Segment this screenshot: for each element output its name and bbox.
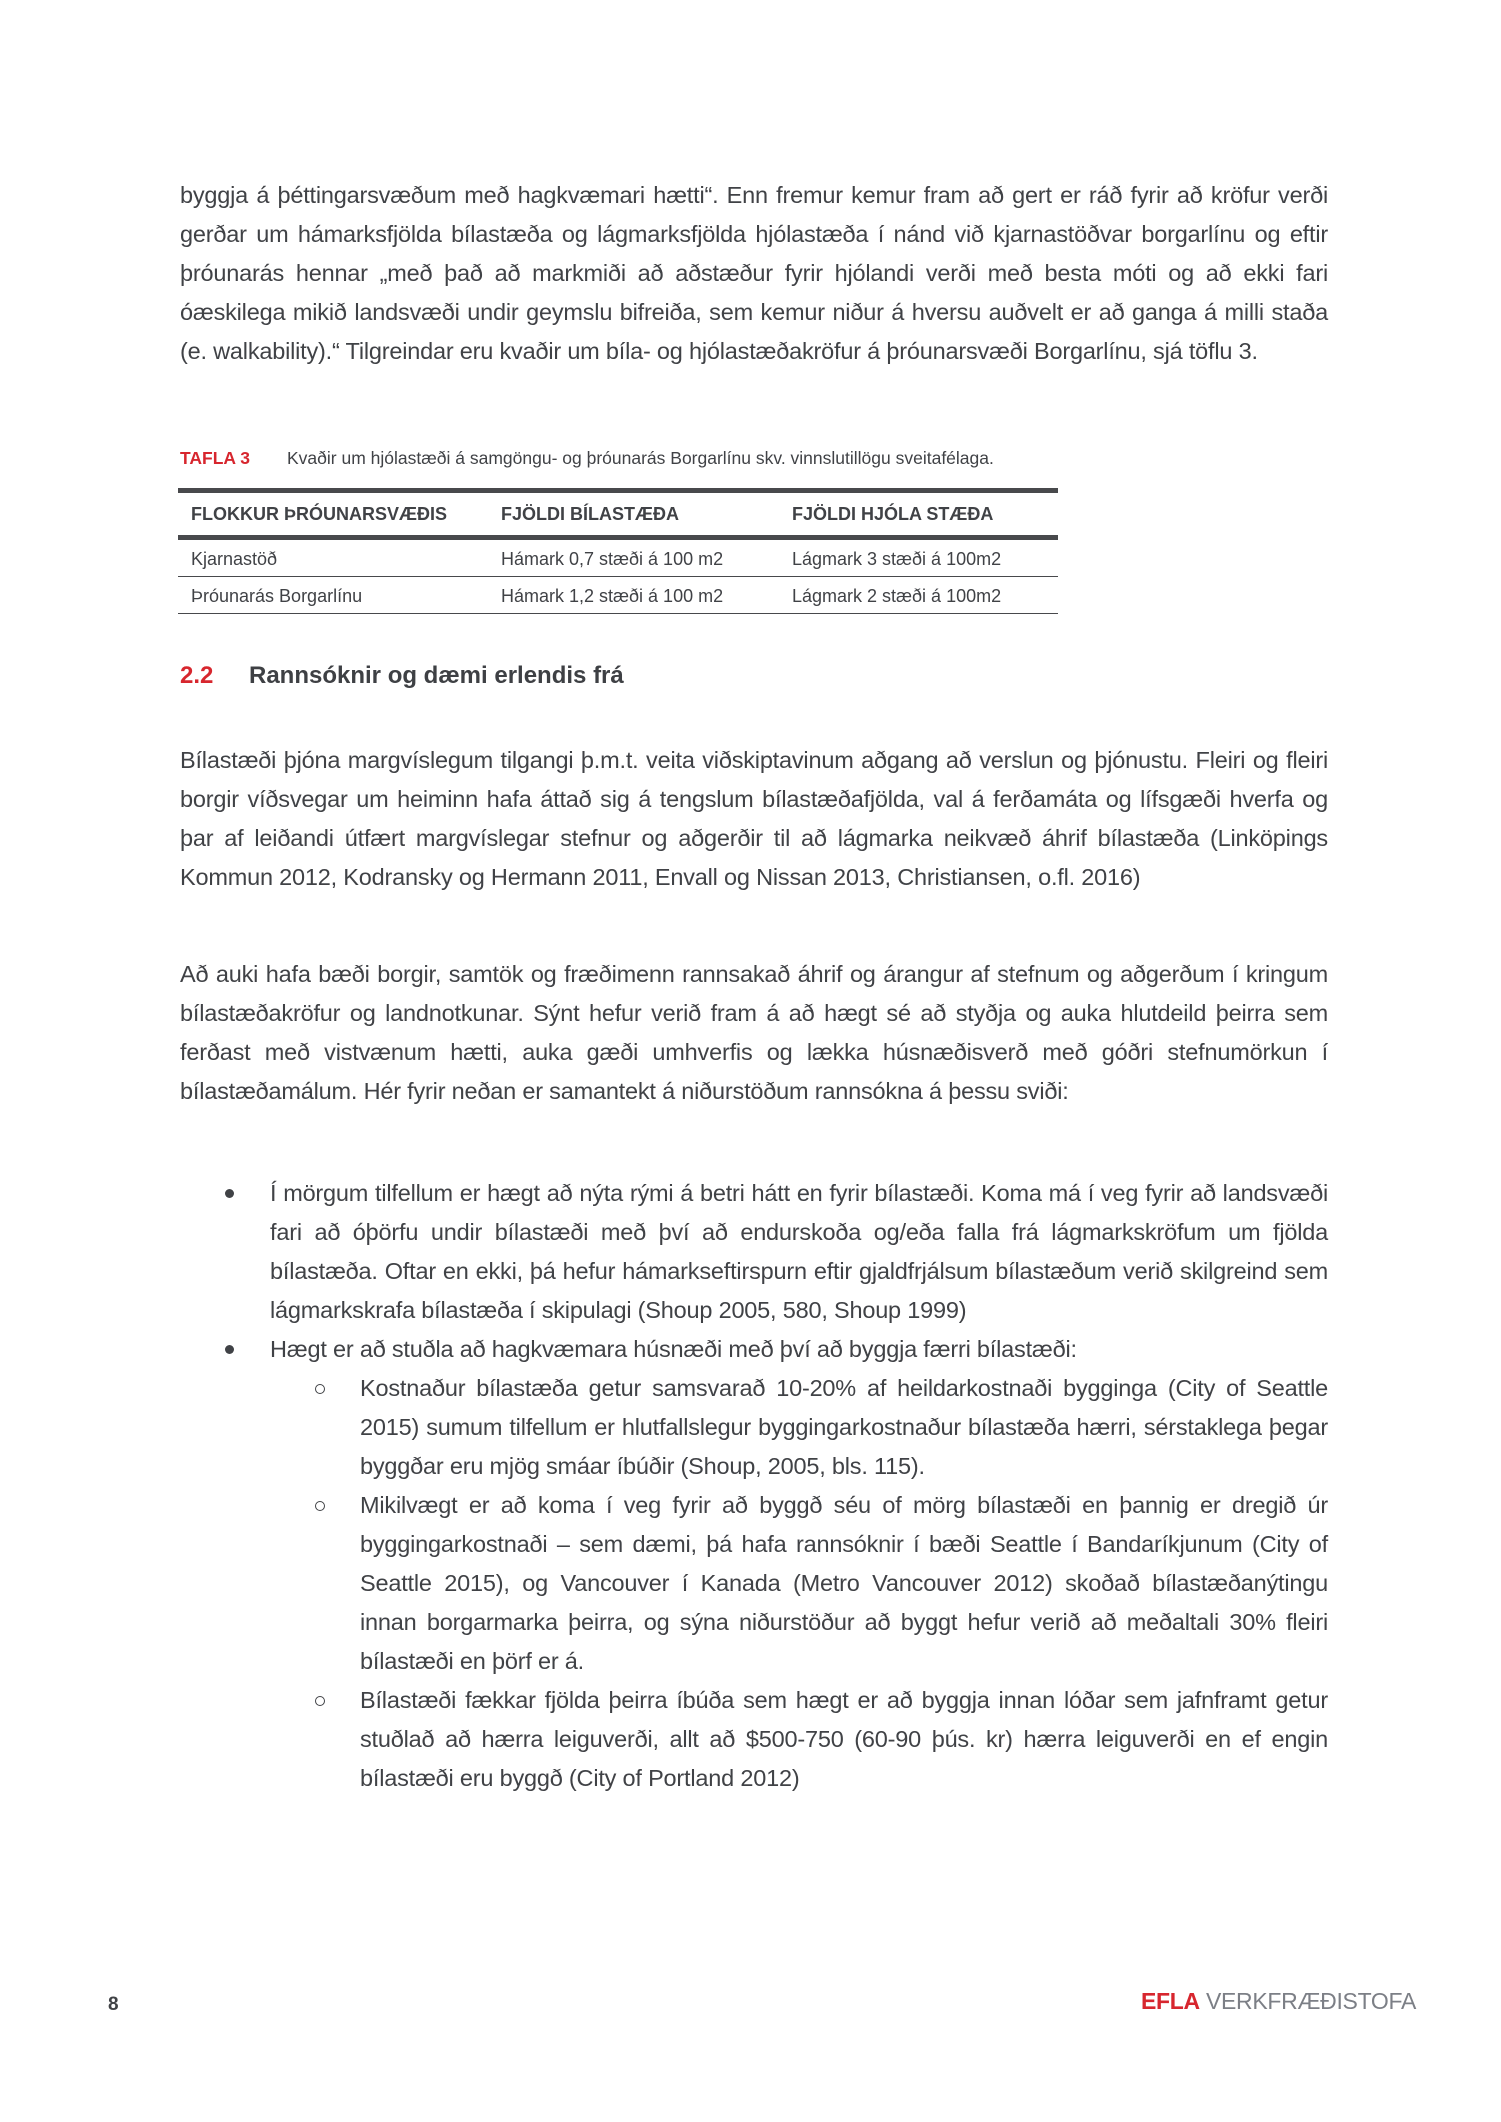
list-item-text: Hægt er að stuðla að hagkvæmara húsnæði með því að byggja færri bílastæði:	[270, 1336, 1077, 1362]
table-cell: Kjarnastöð	[178, 538, 488, 577]
section-heading	[180, 662, 624, 690]
sub-list-item	[180, 1486, 1328, 1681]
bullet-icon	[225, 1345, 234, 1354]
table-row	[178, 577, 1058, 614]
list-item	[180, 1174, 1328, 1330]
table-cell: Hámark 1,2 stæði á 100 m2	[488, 577, 779, 614]
page-number: 8	[108, 1994, 119, 2015]
table-caption	[180, 446, 994, 470]
bullet-icon	[225, 1189, 234, 1198]
logo-brand: EFLA	[1141, 1988, 1200, 2014]
table-header-cell: FJÖLDI HJÓLA STÆÐA	[779, 491, 1058, 538]
table-cell: Lágmark 3 stæði á 100m2	[779, 538, 1058, 577]
hollow-bullet-icon	[315, 1501, 325, 1511]
sub-list-item	[180, 1681, 1328, 1798]
body-paragraph: Bílastæði þjóna margvíslegum tilgangi þ.m.t. veita viðskiptavinum aðgang að verslun og þjónustu. Fleiri og fleiri borgir víðsvegar um heiminn hafa áttað sig á tengslum bílastæðafjölda, val á ferðamáta og lífsgæði hverfa og þar af leiðandi útfært margvíslegar stefnur og aðgerðir til að lágmarka neikvæð áhrif bílastæða (Linköpings Kommun 2012, Kodransky og Hermann 2011, Envall og Nissan 2013, Christiansen, o.fl. 2016)	[180, 747, 1328, 890]
table-row	[178, 538, 1058, 577]
sub-list-item-text: Mikilvægt er að koma í veg fyrir að byggð séu of mörg bílastæði en þannig er dregið úr byggingarkostnaði – sem dæmi, þá hafa rannsóknir í bæði Seattle í Bandaríkjunum (City of Seattle 2015), og Vancouver í Kanada (Metro Vancouver 2012) skoðað bílastæðanýtingu innan borgarmarka þeirra, og sýna niðurstöður að byggt hefur verið að meðaltali 30% fleiri bílastæði en þörf er á.	[360, 1492, 1328, 1674]
sub-list-item	[180, 1369, 1328, 1486]
section-title: Rannsóknir og dæmi erlendis frá	[249, 662, 624, 689]
sub-list	[180, 1369, 1328, 1798]
section-number: 2.2	[180, 662, 214, 689]
list-item	[180, 1330, 1328, 1798]
list-item-text: Í mörgum tilfellum er hægt að nýta rými á betri hátt en fyrir bílastæði. Koma má í veg fyrir að landsvæði fari að óþörfu undir bílastæði með því að endurskoða og/eða falla frá lágmarkskröfum um fjölda bílastæða. Oftar en ekki, þá hefur hámarkseftirspurn eftir gjaldfrjálsum bílastæðum verið skilgreind sem lágmarkskrafa bílastæða í skipulagi (Shoup 2005, 580, Shoup 1999)	[270, 1180, 1328, 1323]
intro-paragraph: byggja á þéttingarsvæðum með hagkvæmari hætti“. Enn fremur kemur fram að gert er ráð fyrir að kröfur verði gerðar um hámarksfjölda bílastæða og lágmarksfjölda hjólastæða í nánd við kjarnastöðvar borgarlínu og eftir þróunarás hennar „með það að markmiði að aðstæður fyrir hjólandi verði með besta móti og að ekki fari óæskilega mikið landsvæði undir geymslu bifreiða, sem kemur niður á hversu auðvelt er að ganga á milli staða (e. walkability).“ Tilgreindar eru kvaðir um bíla- og hjólastæðakröfur á þróunarsvæði Borgarlínu, sjá töflu 3.	[180, 182, 1328, 364]
table-label: TAFLA 3	[180, 448, 250, 468]
findings-list	[180, 1174, 1328, 1798]
table-header-row	[178, 491, 1058, 538]
hollow-bullet-icon	[315, 1384, 325, 1394]
table-header-cell: FJÖLDI BÍLASTÆÐA	[488, 491, 779, 538]
logo-suffix: VERKFRÆÐISTOFA	[1205, 1988, 1417, 2014]
efla-logo	[1141, 1988, 1416, 2015]
sub-list-item-text: Kostnaður bílastæða getur samsvarað 10-20% af heildarkostnaði bygginga (City of Seattle 2015) sumum tilfellum er hlutfallslegur byggingarkostnaður bílastæða hærri, sérstaklega þegar byggðar eru mjög smáar íbúðir (Shoup, 2005, bls. 115).	[360, 1375, 1328, 1479]
table-cell: Þróunarás Borgarlínu	[178, 577, 488, 614]
hollow-bullet-icon	[315, 1696, 325, 1706]
table-caption-text: Kvaðir um hjólastæði á samgöngu- og þróunarás Borgarlínu skv. vinnslutillögu sveitafélaga.	[287, 448, 994, 468]
table-cell: Lágmark 2 stæði á 100m2	[779, 577, 1058, 614]
table-header-cell: FLOKKUR ÞRÓUNARSVÆÐIS	[178, 491, 488, 538]
body-paragraph: Að auki hafa bæði borgir, samtök og fræðimenn rannsakað áhrif og árangur af stefnum og aðgerðum í kringum bílastæðakröfur og landnotkunar. Sýnt hefur verið fram á að hægt sé að styðja og auka hlutdeild þeirra sem ferðast með vistvænum hætti, auka gæði umhverfis og lækka húsnæðisverð með góðri stefnumörkun í bílastæðamálum. Hér fyrir neðan er samantekt á niðurstöðum rannsókna á þessu sviði:	[180, 961, 1328, 1104]
parking-requirements-table	[178, 488, 1058, 614]
table-cell: Hámark 0,7 stæði á 100 m2	[488, 538, 779, 577]
sub-list-item-text: Bílastæði fækkar fjölda þeirra íbúða sem hægt er að byggja innan lóðar sem jafnframt getur stuðlað að hærra leiguverði, allt að $500-750 (60-90 þús. kr) hærra leiguverði en ef engin bílastæði eru byggð (City of Portland 2012)	[360, 1687, 1328, 1791]
